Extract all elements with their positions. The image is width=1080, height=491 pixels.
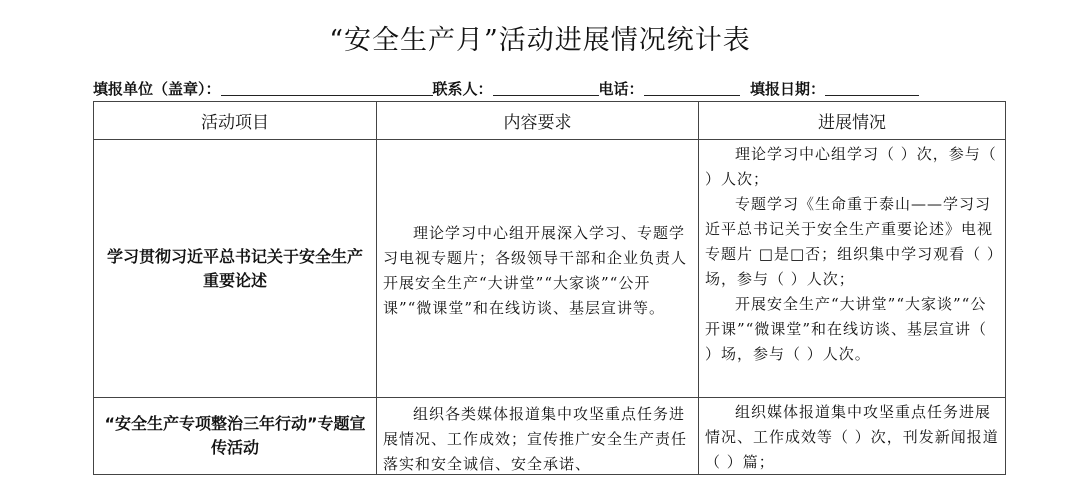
date-field[interactable] [825, 80, 919, 96]
form-info-row [93, 78, 993, 99]
phone-field[interactable] [644, 80, 740, 96]
requirement-cell [377, 398, 699, 475]
header-progress: 进展情况 [699, 102, 1006, 140]
progress-cell [699, 398, 1006, 475]
contact-label: 联系人： [432, 80, 493, 98]
header-requirement: 内容要求 [377, 102, 699, 140]
progress-text: 专题学习《生命重于泰山——学习习近平总书记关于安全生产重要论述》电视专题片 □是□否；组织集中学习观看（ ）场，参与（ ）人次； [705, 195, 996, 288]
activity-cell: “安全生产专项整治三年行动”专题宣传活动 [94, 398, 377, 475]
table-header-row [94, 102, 1006, 140]
date-label: 填报日期： [750, 80, 826, 98]
progress-table [93, 101, 1006, 475]
requirement-text: 理论学习中心组开展深入学习、专题学习电视专题片；各级领导干部和企业负责人开展安全生产“大讲堂”“大家谈”“公开课”“微课堂”和在线访谈、基层宣讲等。 [383, 223, 688, 317]
phone-label: 电话： [598, 80, 644, 98]
page-title: “安全生产月”活动进展情况统计表 [329, 25, 751, 56]
unit-field[interactable] [221, 80, 433, 96]
header-activity: 活动项目 [94, 102, 377, 140]
table-row [94, 398, 1006, 475]
progress-cell [699, 140, 1006, 398]
unit-label: 填报单位（盖章）： [93, 80, 221, 98]
progress-text: 组织媒体报道集中攻坚重点任务进展情况、工作成效等（ ）次，刊发新闻报道（ ）篇； [705, 403, 999, 471]
progress-text: 理论学习中心组学习（ ）次，参与（ ）人次； [705, 145, 997, 188]
progress-text: 开展安全生产“大讲堂”“大家谈”“公开课”“微课堂”和在线访谈、基层宣讲（ ）场，参与（ ）人次。 [705, 295, 988, 363]
table-row [94, 140, 1006, 398]
requirement-cell [377, 140, 699, 398]
activity-cell: 学习贯彻习近平总书记关于安全生产重要论述 [94, 140, 377, 398]
contact-field[interactable] [493, 80, 599, 96]
requirement-text: 组织各类媒体报道集中攻坚重点任务进展情况、工作成效；宣传推广安全生产责任落实和安全诚信、安全承诺、 [383, 405, 688, 473]
